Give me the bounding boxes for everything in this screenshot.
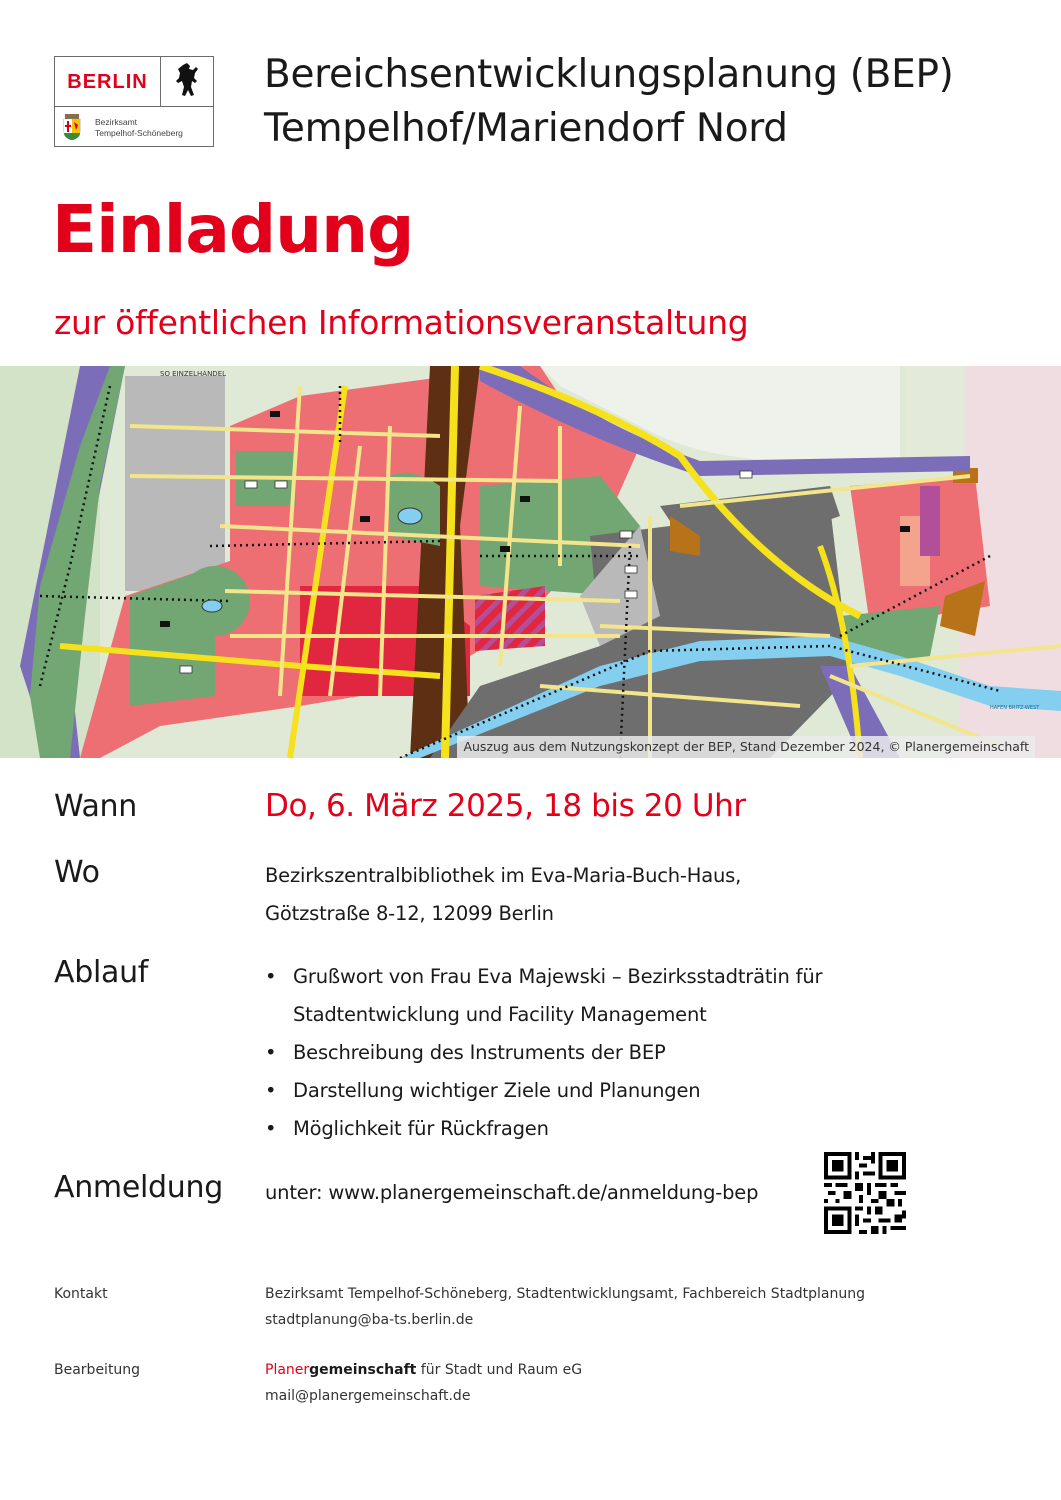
land-use-map [0, 366, 1061, 758]
berlin-district-logo [54, 56, 214, 147]
brand-name-dark: gemeinschaft [309, 1362, 417, 1378]
qr-code-icon[interactable] [824, 1152, 906, 1234]
agenda-item [265, 1034, 905, 1072]
when-label: Wann [54, 789, 137, 824]
headline: Einladung [52, 191, 414, 268]
district-crest-icon [63, 114, 81, 140]
event-location [265, 857, 741, 933]
svg-text:HAFEN BRITZ-WEST: HAFEN BRITZ-WEST [990, 705, 1040, 711]
registration-label: Anmeldung [54, 1170, 223, 1205]
subheadline: zur öffentlichen Informationsveranstaltung [54, 303, 749, 342]
page-title-line1: Bereichsentwicklungsplanung (BEP) [264, 52, 954, 97]
agenda-list [265, 958, 905, 1148]
brand-name-red: Planer [265, 1362, 310, 1378]
contact-label: Kontakt [54, 1286, 108, 1302]
agenda-item-text: Grußwort von Frau Eva Majewski – Bezirksstadträtin für [293, 965, 823, 988]
logo-bottom-row [55, 108, 213, 147]
contact-details [265, 1281, 865, 1333]
svg-text:SO EINZELHANDEL: SO EINZELHANDEL [160, 370, 227, 378]
map-caption: Auszug aus dem Nutzungskonzept der BEP, Stand Dezember 2024, © Planergemeinschaft [457, 736, 1035, 758]
editing-details [265, 1357, 582, 1409]
contact-email-link[interactable]: stadtplanung@ba-ts.berlin.de [265, 1312, 474, 1328]
registration-link[interactable]: unter: www.planergemeinschaft.de/anmeldung-bep [265, 1181, 759, 1204]
bullet-icon: • [265, 1079, 277, 1102]
logo-city-name: BERLIN [55, 57, 161, 107]
bullet-icon: • [265, 1117, 277, 1140]
bullet-icon: • [265, 965, 277, 988]
map-illustration [0, 366, 1061, 758]
agenda-item [265, 1110, 905, 1148]
logo-district-line2: Tempelhof-Schöneberg [95, 128, 183, 138]
event-date: Do, 6. März 2025, 18 bis 20 Uhr [265, 788, 746, 824]
editing-label: Bearbeitung [54, 1362, 141, 1378]
agenda-item [265, 1072, 905, 1110]
agenda-item-text: Beschreibung des Instruments der BEP [293, 1041, 666, 1064]
agenda-label: Ablauf [54, 955, 149, 990]
agenda-item [265, 958, 905, 1034]
agenda-item-text: Stadtentwicklung und Facility Management [293, 1003, 707, 1026]
editing-email-link[interactable]: mail@planergemeinschaft.de [265, 1388, 471, 1404]
location-line2: Götzstraße 8-12, 12099 Berlin [265, 902, 554, 925]
page-title [264, 48, 1044, 156]
logo-district-line1: Bezirksamt [95, 117, 138, 127]
contact-organization: Bezirksamt Tempelhof-Schöneberg, Stadtentwicklungsamt, Fachbereich Stadtplanung [265, 1286, 865, 1302]
brand-suffix: für Stadt und Raum eG [416, 1362, 583, 1378]
page-title-line2: Tempelhof/Mariendorf Nord [264, 106, 788, 151]
where-label: Wo [54, 855, 100, 890]
location-line1: Bezirkszentralbibliothek im Eva-Maria-Buch-Haus, [265, 864, 742, 887]
agenda-item-text: Darstellung wichtiger Ziele und Planungen [293, 1079, 701, 1102]
agenda-item-text: Möglichkeit für Rückfragen [293, 1117, 549, 1140]
logo-top-row [55, 57, 213, 107]
logo-district-name [95, 117, 183, 139]
editing-organization [265, 1357, 582, 1383]
berlin-bear-icon [163, 61, 211, 103]
bullet-icon: • [265, 1041, 277, 1064]
